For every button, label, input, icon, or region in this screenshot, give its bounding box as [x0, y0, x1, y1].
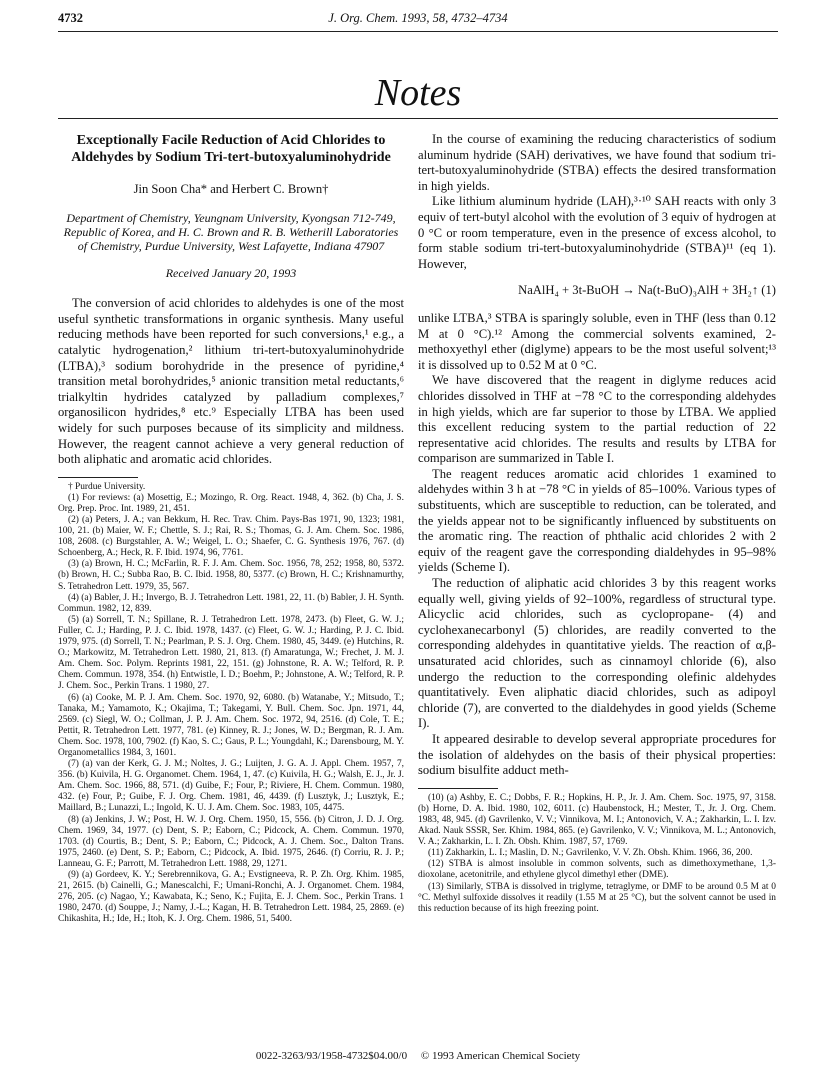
footnote: (8) (a) Jenkins, J. W.; Post, H. W. J. Org. Chem. 1950, 15, 556. (b) Citron, J. D. J. Org. Chem. 1969, 34, 1977. (c) Dent, S. P.; Eaborn, C.; Pidcock, A. Chem. Commun. 1970, 1703. (d) Courtis, B.; Dent, S. P.; Eaborn, C.; Pidcock, A. J. Chem. Soc., Dalton Trans. 1975, 2460. (e) Dent, S. P.; Eaborn, C.; Pidcock, A. Ibid. 1975, 2646. (f) Corriu, R. J. P.; Lanneau, G. F.; Parrott, M. Tetrahedron Lett. 1988, 29, 1271.: [58, 814, 404, 869]
footnote: (5) (a) Sorrell, T. N.; Spillane, R. J. Tetrahedron Lett. 1978, 2473. (b) Fleet, G. W. J.; Fuller, C. J.; Harding, P. J. C. Ibid. 1978, 1437. (c) Fleet, G. W. J.; Harding, P. J. C. Ibid. 1979, 975. (d) Sorrell, T. N.; Pearlman, P. S. J. Org. Chem. 1980, 45, 3449. (e) Hutchins, R. O.; Markowitz, M. Tetrahedron Lett. 1980, 21, 813. (f) Amaratunga, W.; Frechet, J. M. J. Am. Chem. Soc. Polym. Reprints 1981, 22, 151. (g) Johnstone, R. A. W.; Telford, R. P. Chem. Commun. 1978, 354. (h) Entwistle, I. D.; Boehm, P.; Johnstone, A. W.; Telford, R. P. J. Chem. Soc., Perkin Trans. 1 1980, 27.: [58, 614, 404, 692]
footnote: (3) (a) Brown, H. C.; McFarlin, R. F. J. Am. Chem. Soc. 1956, 78, 252; 1958, 80, 5372. (b) Brown, H. C.; Subba Rao, B. C. Ibid. 1958, 80, 5377. (c) Brown, H. C.; Krishnamurthy, S. Tetrahedron Lett. 1979, 35, 567.: [58, 559, 404, 592]
body-paragraph: The conversion of acid chlorides to aldehydes is one of the most useful synthetic transformations in organic synthesis. Many useful reducing methods have been reported for such conversions,¹ e.g., a catalytic hydrogenation,² lithium tri-tert-butoxyaluminohydride (LTBA),³ sodium borohydride in the presence of pyridine,⁴ transition metal borohydrides,⁵ anionic transition metal reductants,⁶ trialkyltin hydrides catalyzed by palladium complexes,⁷ organosilicon hydrides,⁸ etc.⁹ Especially LTBA has been used widely for such purposes because of its simplicity and mildness. However, the reagent cannot achieve a very general reduction of both aliphatic and aromatic acid chlorides.: [58, 296, 404, 467]
footnote-rule: [418, 788, 498, 789]
body-paragraph: unlike LTBA,³ STBA is sparingly soluble, even in THF (less than 0.12 M at 0 °C).¹² Among the commercial solvents examined, 2-methoxyethyl ether (diglyme) appears to be the most useful solvent;¹³ it is dissolved up to 0.52 M at 0 °C.: [418, 310, 776, 372]
footnote: (1) For reviews: (a) Mosettig, E.; Mozingo, R. Org. React. 1948, 4, 362. (b) Cha, J. S. Org. Prep. Proc. Int. 1989, 21, 451.: [58, 492, 404, 514]
authors: Jin Soon Cha* and Herbert C. Brown†: [133, 182, 329, 196]
received-date: Received January 20, 1993: [165, 265, 297, 280]
equation-1: NaAlH₄ + 3t-BuOH → Na(t-BuO)₃AlH + 3H₂↑ (1): [518, 283, 776, 298]
body-paragraph: The reagent reduces aromatic acid chlorides 1 examined to aldehydes within 3 h at −78 °C in yields of 85–100%. Various types of substituents, which are susceptible to reduction, can be tolerated, and the yields appear not to be significantly influenced by substituents on the aromatic ring. The reaction of phthalic acid chlorides 2 with 2 equiv of the reagent gave the corresponding dialdehydes in 95–98% yields (Scheme I).: [418, 466, 776, 575]
page-number: 4732: [58, 11, 83, 25]
running-header: [58, 8, 778, 30]
footnote: (11) Zakharkin, L. I.; Maslin, D. N.; Gavrilenko, V. V. Zh. Obsh. Khim. 1966, 36, 200.: [428, 848, 753, 859]
body-paragraph: We have discovered that the reagent in diglyme reduces acid chlorides dissolved in THF at −78 °C to the corresponding aldehydes in high yields, which are far superior to those by LTBA. We applied this excellent reducing system to the partial reduction of 22 representative acid chlorides. The results and results by LTBA for comparison are summarized in Table I.: [418, 373, 776, 466]
footer-code: 0022-3263/93/1958-4732$04.00/0: [255, 1050, 408, 1062]
footnote: (9) (a) Gordeev, K. Y.; Serebrennikova, G. A.; Evstigneeva, R. P. Zh. Org. Khim. 1985, 21, 2615. (b) Cainelli, G.; Manescalchi, F.; Umani-Ronchi, A. J. Organomet. Chem. 1984, 276, 205. (c) Nagao, Y.; Kawabata, K.; Seno, K.; Fujita, E. J. Chem. Soc., Perkin Trans. 1 1980, 2470. (d) Souppe, J.; Namy, J.-L.; Kagan, H. B. Tetrahedron Lett. 1984, 25, 2869. (e) Chikashita, H.; Ide, H.; Itoh, K. J. Org. Chem. 1986, 51, 5400.: [58, 870, 404, 925]
left-column: [58, 132, 404, 925]
footnote: (4) (a) Babler, J. H.; Invergo, B. J. Tetrahedron Lett. 1981, 22, 11. (b) Babler, J. H. Synth. Commun. 1982, 12, 839.: [58, 592, 404, 614]
body-paragraph: The reduction of aliphatic acid chlorides 3 by this reagent works equally well, giving yields of 92–100%, regardless of structural type. Alicyclic acid chlorides, such as cyclopropane- (4) and cyclohexanecarbonyl (5) chlorides, are readily converted to the corresponding aldehydes in quantitative yields. The reaction of α,β-unsaturated acid chlorides, such as cinnamoyl chloride (6), also undergo the reduction to the corresponding olefinic aldehydes quantitatively. Even aliphatic diacid chlorides, such as adipoyl chloride (7), are converted to the dialdehydes in good yields (Scheme I).: [418, 576, 776, 731]
footnote: (12) STBA is almost insoluble in common solvents, such as dimethoxymethane, 1,3-dioxolane, acetonitrile, and ethylene glycol dimethyl ether (DME).: [418, 859, 776, 881]
body-paragraph: It appeared desirable to develop several appropriate procedures for the isolation of aldehydes on the basis of their physical properties: sodium bisulfite adduct meth-: [418, 731, 776, 778]
footer-copyright: © 1993 American Chemical Society: [420, 1050, 581, 1062]
footnote: (10) (a) Ashby, E. C.; Dobbs, F. R.; Hopkins, H. P., Jr. J. Am. Chem. Soc. 1975, 97, 3158. (b) Horne, D. A. Ibid. 1980, 102, 6011. (c) Haubenstock, H.; Mester, T., Jr. J. Org. Chem. 1983, 48, 945. (d) Gavrilenko, V. V.; Vinnikova, M. I.; Antonovich, V. A.; Zakharkin, L. I. Izv. Akad. Nauk SSSR, Ser. Khim. 1984, 865. (e) Gavrilenko, V. V.; Vinnikova, M. L.; Antonovich, V. A.; Zakharkin, L. I. Zh. Obsh. Khim. 1987, 57, 1769.: [418, 792, 776, 848]
section-title: Notes: [374, 72, 462, 114]
footnote: (6) (a) Cooke, M. P. J. Am. Chem. Soc. 1970, 92, 6080. (b) Watanabe, Y.; Mitsudo, T.; Tanaka, M.; Yamamoto, K.; Okajima, T.; Takegami, Y. Bull. Chem. Soc. Jpn. 1971, 44, 2569. (c) Siegl, W. O.; Collman, J. P. J. Am. Chem. Soc. 1972, 94, 2516. (d) Cole, T. E.; Pettit, R. Tetrahedron Lett. 1977, 781. (e) Kinney, R. J.; Jones, W. D.; Bergman, R. J. Am. Chem. Soc. 1978, 100, 7902. (f) Kao, S. C.; Gaus, P. L.; Youngdahl, K.; Darensbourg, M. Y. Organometallics 1984, 3, 1601.: [58, 692, 404, 758]
header-rule: [58, 31, 778, 32]
page-footer: [58, 1050, 778, 1062]
footnote: † Purdue University.: [68, 481, 146, 492]
right-column: [418, 132, 776, 915]
affiliation: Department of Chemistry, Yeungnam University, Kyongsan 712-749, Republic of Korea, and H. C. Brown and R. B. Wetherill Laboratories of Chemistry, Purdue University, West Lafayette, Indiana 47907: [63, 210, 399, 253]
section-rule: [58, 118, 778, 119]
journal-citation: J. Org. Chem. 1993, 58, 4732–4734: [328, 11, 508, 25]
footnote: (13) Similarly, STBA is dissolved in triglyme, tetraglyme, or DMF to be around 0.5 M at 0 °C. Methyl sulfoxide dissolves it readily (1.55 M at 25 °C), but the solvent cannot be used in this reduction because of its high freezing point.: [418, 881, 776, 914]
footnotes-left: [58, 482, 404, 926]
body-paragraph: In the course of examining the reducing characteristics of sodium aluminum hydride (SAH) derivatives, we have found that sodium tri-tert-butoxyaluminohydride (STBA) effects the desired transformation in high yields.: [418, 132, 776, 193]
footnote-rule: [58, 477, 138, 478]
footnote: (7) (a) van der Kerk, G. J. M.; Noltes, J. G.; Luijten, J. G. A. J. Appl. Chem. 1957, 7, 356. (b) Kuivila, H. G. Organomet. Chem. 1964, 1, 47. (c) Kuivila, H. G.; Walsh, E. J., Jr. J. Am. Chem. Soc. 1966, 88, 571. (d) Guibe, F.; Four, P.; Riviere, H. Chem. Commun. 1980, 432. (e) Four, P.; Guibe, F. J. Org. Chem. 1981, 46, 4439. (f) Lusztyk, J.; Lusztyk, E.; Maillard, B.; Lunazzi, L.; Ingold, K. U. J. Am. Chem. Soc. 1983, 105, 4475.: [58, 759, 404, 814]
body-paragraph: Like lithium aluminum hydride (LAH),³·¹⁰ SAH reacts with only 3 equiv of tert-butyl alcohol with the evolution of 3 equiv of hydrogen at 0 °C or room temperature, even in the presence of excess alcohol, to form stable sodium tri-tert-butoxyaluminohydride (STBA)¹¹ (eq 1). However,: [418, 194, 776, 271]
article-title: Exceptionally Facile Reduction of Acid Chlorides to Aldehydes by Sodium Tri-tert-butoxyaluminohydride: [71, 133, 391, 165]
footnotes-right: [418, 793, 776, 915]
footnote: (2) (a) Peters, J. A.; van Bekkum, H. Rec. Trav. Chim. Pays-Bas 1971, 90, 1323; 1981, 100, 21. (b) Maier, W. F.; Chettle, S. J.; Rai, R. S.; Thomas, G. J. Am. Chem. Soc. 1986, 108, 2608. (c) Burgstahler, A. W.; Weigel, L. O.; Shaefer, C. G. Synthesis 1976, 767. (d) Schoenberg, A.; Heck, R. F. Ibid. 1974, 96, 7761.: [58, 515, 404, 559]
